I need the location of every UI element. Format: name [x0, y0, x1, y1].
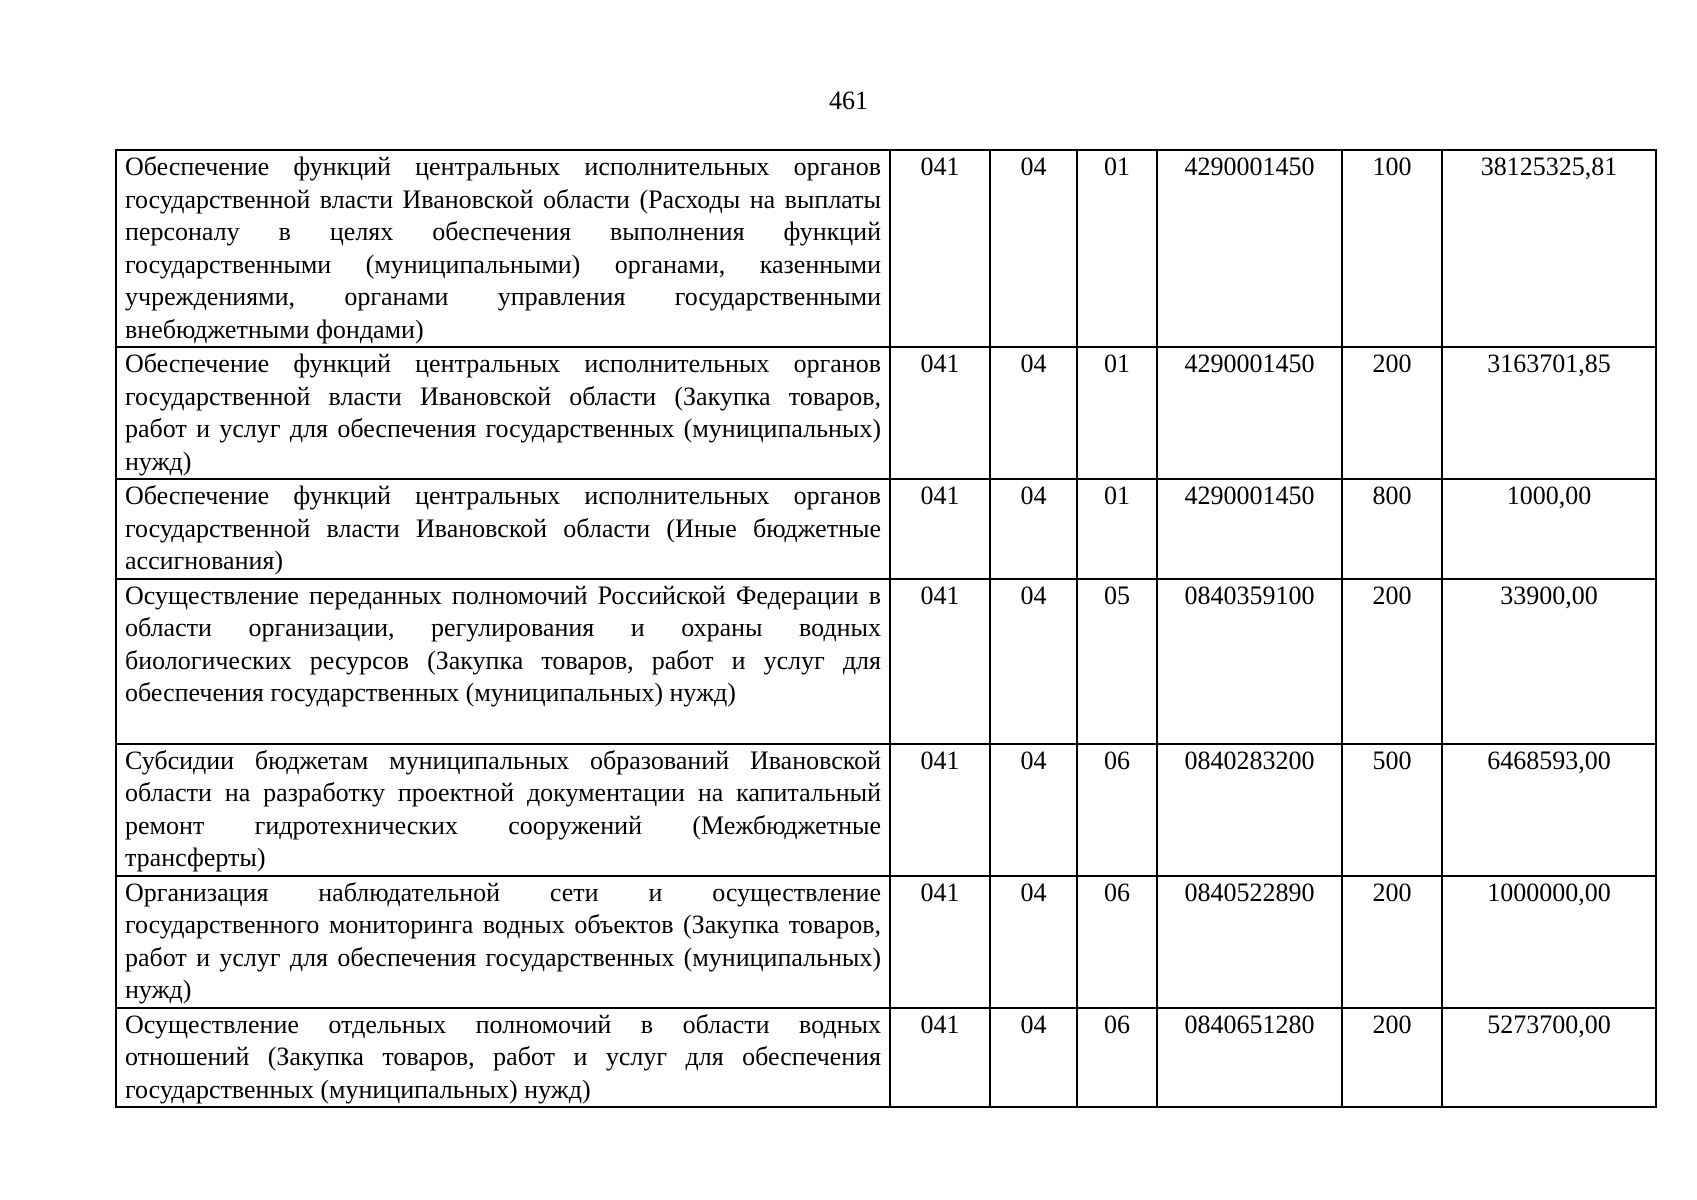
target-article-code: 0840651280: [1157, 1008, 1342, 1108]
target-article-code: 0840359100: [1157, 579, 1342, 744]
row-description: Субсидии бюджетам муниципальных образований Ивановской области на разработку проектной документации на капитальный ремонт гидротехнических сооружений (Межбюджетные трансферты): [116, 744, 890, 876]
amount-value: 33900,00: [1442, 579, 1656, 744]
target-article-code: 4290001450: [1157, 150, 1342, 347]
table-row: [116, 479, 1656, 579]
expense-type-code: 100: [1342, 150, 1442, 347]
row-description: Обеспечение функций центральных исполнительных органов государственной власти Ивановской области (Расходы на выплаты персоналу в целях обеспечения выполнения функций государственными (муниципальными) органами, казенными учреждениями, органами управления государственными внебюджетными фондами): [116, 150, 890, 347]
table-row: [116, 579, 1656, 744]
ministry-code: 041: [890, 1008, 990, 1108]
row-description: Осуществление отдельных полномочий в области водных отношений (Закупка товаров, работ и услуг для обеспечения государственных (муниципальных) нужд): [116, 1008, 890, 1108]
subsection-code: 06: [1077, 1008, 1157, 1108]
ministry-code: 041: [890, 579, 990, 744]
ministry-code: 041: [890, 347, 990, 479]
subsection-code: 01: [1077, 347, 1157, 479]
expense-type-code: 200: [1342, 1008, 1442, 1108]
section-code: 04: [990, 347, 1077, 479]
subsection-code: 06: [1077, 876, 1157, 1008]
expense-type-code: 200: [1342, 579, 1442, 744]
row-description: Обеспечение функций центральных исполнительных органов государственной власти Ивановской области (Иные бюджетные ассигнования): [116, 479, 890, 579]
subsection-code: 01: [1077, 150, 1157, 347]
amount-value: 1000000,00: [1442, 876, 1656, 1008]
section-code: 04: [990, 150, 1077, 347]
page-number: 461: [829, 86, 868, 115]
section-code: 04: [990, 744, 1077, 876]
amount-value: 6468593,00: [1442, 744, 1656, 876]
section-code: 04: [990, 1008, 1077, 1108]
amount-value: 5273700,00: [1442, 1008, 1656, 1108]
subsection-code: 01: [1077, 479, 1157, 579]
table-row: [116, 1008, 1656, 1108]
target-article-code: 4290001450: [1157, 479, 1342, 579]
amount-value: 1000,00: [1442, 479, 1656, 579]
ministry-code: 041: [890, 876, 990, 1008]
amount-value: 3163701,85: [1442, 347, 1656, 479]
section-code: 04: [990, 479, 1077, 579]
table-row: [116, 876, 1656, 1008]
budget-table-body: [116, 150, 1656, 1107]
ministry-code: 041: [890, 150, 990, 347]
expense-type-code: 200: [1342, 347, 1442, 479]
section-code: 04: [990, 876, 1077, 1008]
table-row: [116, 744, 1656, 876]
subsection-code: 05: [1077, 579, 1157, 744]
section-code: 04: [990, 579, 1077, 744]
target-article-code: 0840522890: [1157, 876, 1342, 1008]
table-row: [116, 150, 1656, 347]
table-row: [116, 347, 1656, 479]
amount-value: 38125325,81: [1442, 150, 1656, 347]
target-article-code: 0840283200: [1157, 744, 1342, 876]
budget-table: [115, 149, 1657, 1108]
ministry-code: 041: [890, 744, 990, 876]
subsection-code: 06: [1077, 744, 1157, 876]
ministry-code: 041: [890, 479, 990, 579]
row-description: Осуществление переданных полномочий Российской Федерации в области организации, регулирования и охраны водных биологических ресурсов (Закупка товаров, работ и услуг для обеспечения государственных (муниципальных) нужд): [116, 579, 890, 744]
row-description: Организация наблюдательной сети и осуществление государственного мониторинга водных объектов (Закупка товаров, работ и услуг для обеспечения государственных (муниципальных) нужд): [116, 876, 890, 1008]
target-article-code: 4290001450: [1157, 347, 1342, 479]
row-description: Обеспечение функций центральных исполнительных органов государственной власти Ивановской области (Закупка товаров, работ и услуг для обеспечения государственных (муниципальных) нужд): [116, 347, 890, 479]
expense-type-code: 800: [1342, 479, 1442, 579]
expense-type-code: 500: [1342, 744, 1442, 876]
expense-type-code: 200: [1342, 876, 1442, 1008]
